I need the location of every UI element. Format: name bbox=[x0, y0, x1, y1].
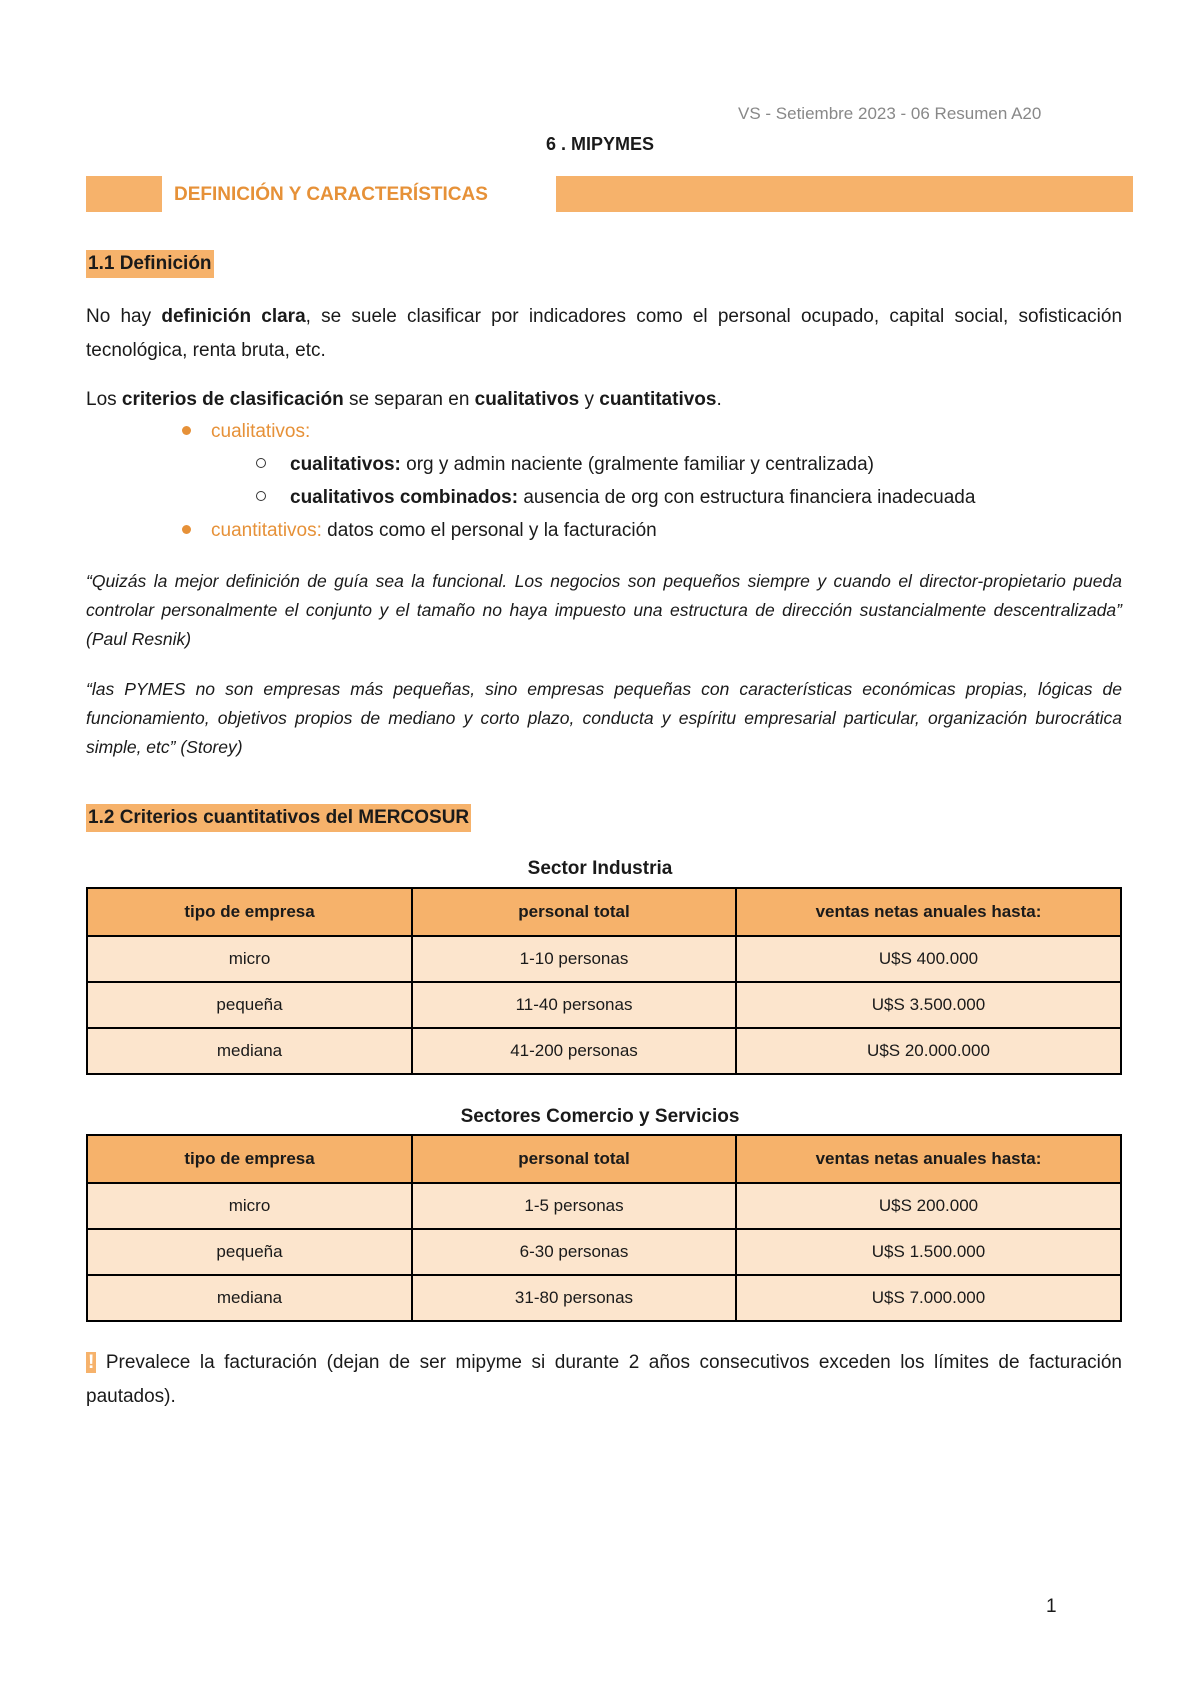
list-item-label: cualitativos combinados: bbox=[290, 487, 519, 508]
text: No hay bbox=[86, 306, 162, 327]
list-item-text: org y admin naciente (gralmente familiar y centralizada) bbox=[400, 454, 874, 475]
table-header-row bbox=[87, 888, 1121, 936]
table-cell: 1-10 personas bbox=[412, 936, 736, 982]
document-meta: VS - Setiembre 2023 - 06 Resumen A20 bbox=[738, 104, 1042, 123]
section-bar bbox=[86, 176, 1133, 212]
table-cell: micro bbox=[87, 1183, 412, 1229]
table-title-comercio: Sectores Comercio y Servicios bbox=[460, 1106, 740, 1127]
text: , se suele clasificar por indicadores como el personal ocupado, capital social, sofisticación tecnológica, renta bruta, etc. bbox=[86, 306, 1123, 361]
text: Los bbox=[86, 389, 122, 410]
table-cell: U$S 1.500.000 bbox=[736, 1229, 1121, 1275]
column-header: ventas netas anuales hasta: bbox=[736, 1135, 1121, 1183]
heading-definicion: 1.1 Definición bbox=[86, 250, 214, 278]
table-cell: 6-30 personas bbox=[412, 1229, 736, 1275]
table-cell: micro bbox=[87, 936, 412, 982]
bullet-icon bbox=[182, 525, 191, 534]
table-row bbox=[87, 1275, 1121, 1321]
quote-storey: “las PYMES no son empresas más pequeñas, sino empresas pequeñas con características económicas propias, lógicas de funcionamiento, objetivos propios de mediano y corto plazo, conducta y espíritu empresarial particular, organización burocrática simple, etc” (Storey) bbox=[86, 679, 1122, 757]
table-industria bbox=[86, 887, 1122, 1075]
table-cell: U$S 400.000 bbox=[736, 936, 1121, 982]
bold-text: definición clara bbox=[161, 306, 306, 327]
table-row bbox=[87, 982, 1121, 1028]
paragraph-criterios bbox=[86, 383, 1122, 417]
list-item-text: datos como el personal y la facturación bbox=[321, 520, 657, 541]
text: se separan en bbox=[343, 389, 475, 410]
table-cell: pequeña bbox=[87, 1229, 412, 1275]
circle-bullet-icon bbox=[256, 458, 266, 468]
table-cell: U$S 3.500.000 bbox=[736, 982, 1121, 1028]
bold-text: cualitativos bbox=[474, 389, 580, 410]
table-row bbox=[87, 1028, 1121, 1074]
column-header: tipo de empresa bbox=[87, 888, 412, 936]
table-cell: 1-5 personas bbox=[412, 1183, 736, 1229]
column-header: ventas netas anuales hasta: bbox=[736, 888, 1121, 936]
table-row bbox=[87, 1229, 1121, 1275]
table-cell: 31-80 personas bbox=[412, 1275, 736, 1321]
note-text: Prevalece la facturación (dejan de ser mipyme si durante 2 años consecutivos exceden los límites de facturación pautados). bbox=[86, 1352, 1122, 1407]
text: y bbox=[579, 389, 600, 410]
list-item-label: cuantitativos: bbox=[211, 520, 322, 541]
list-item bbox=[182, 516, 657, 546]
quote-resnik: “Quizás la mejor definición de guía sea la funcional. Los negocios son pequeños siempre y cuando el director-propietario pueda controlar personalmente el conjunto y el tamaño no haya impuesto una estructura de dirección sustancialmente descentralizada” (Paul Resnik) bbox=[86, 571, 1122, 649]
circle-bullet-icon bbox=[256, 491, 266, 501]
table-row bbox=[87, 1183, 1121, 1229]
list-item bbox=[256, 450, 874, 480]
page-number: 1 bbox=[1046, 1596, 1057, 1617]
table-cell: 41-200 personas bbox=[412, 1028, 736, 1074]
exclamation-icon: ! bbox=[88, 1352, 95, 1373]
table-cell: U$S 20.000.000 bbox=[736, 1028, 1121, 1074]
list-item-label: cualitativos: bbox=[211, 421, 311, 442]
table-cell: U$S 200.000 bbox=[736, 1183, 1121, 1229]
table-cell: pequeña bbox=[87, 982, 412, 1028]
list-item bbox=[182, 417, 310, 447]
table-cell: mediana bbox=[87, 1275, 412, 1321]
column-header: personal total bbox=[412, 888, 736, 936]
column-header: tipo de empresa bbox=[87, 1135, 412, 1183]
list-item bbox=[256, 483, 975, 513]
table-cell: U$S 7.000.000 bbox=[736, 1275, 1121, 1321]
bold-text: cuantitativos bbox=[599, 389, 717, 410]
column-header: personal total bbox=[412, 1135, 736, 1183]
bullet-icon bbox=[182, 426, 191, 435]
table-cell: 11-40 personas bbox=[412, 982, 736, 1028]
table-header-row bbox=[87, 1135, 1121, 1183]
table-cell: mediana bbox=[87, 1028, 412, 1074]
list-item-text: ausencia de org con estructura financiera inadecuada bbox=[518, 487, 976, 508]
table-comercio-servicios bbox=[86, 1134, 1122, 1322]
table-title-industria: Sector Industria bbox=[527, 858, 673, 879]
paragraph-definicion bbox=[86, 300, 1122, 368]
note-facturacion bbox=[86, 1346, 1122, 1414]
document-title: 6 . MIPYMES bbox=[545, 134, 655, 154]
list-item-label: cualitativos: bbox=[290, 454, 401, 475]
bold-text: criterios de clasificación bbox=[121, 389, 344, 410]
text: . bbox=[716, 389, 722, 410]
section-title: DEFINICIÓN Y CARACTERÍSTICAS bbox=[162, 176, 556, 212]
heading-criterios-mercosur: 1.2 Criterios cuantitativos del MERCOSUR bbox=[86, 804, 471, 832]
table-row bbox=[87, 936, 1121, 982]
